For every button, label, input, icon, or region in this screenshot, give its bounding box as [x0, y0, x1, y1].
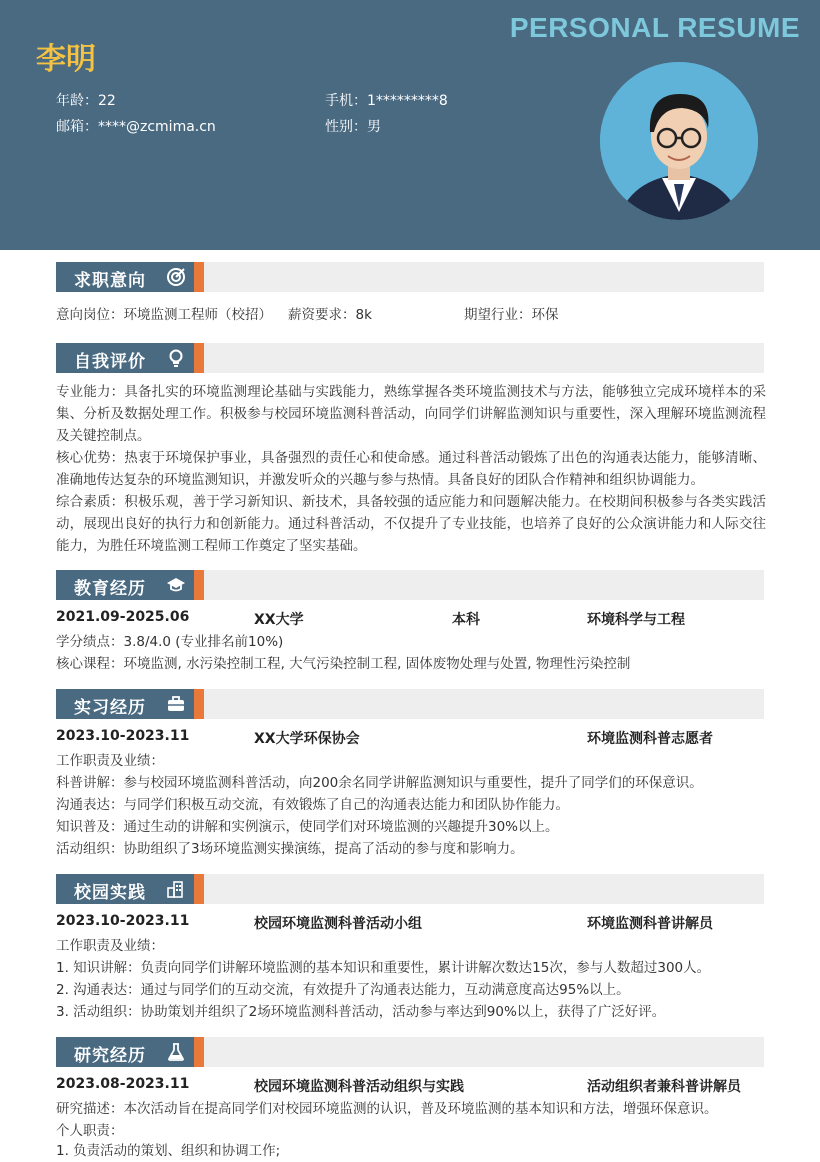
- section-title: 求职意向: [74, 271, 146, 291]
- phone: 手机：1*********8: [325, 93, 448, 109]
- research-role: 活动组织者兼科普讲解员: [587, 1079, 741, 1095]
- edu-courses: 核心课程：环境监测, 水污染控制工程, 大气污染控制工程, 固体废物处理与处置, 物理性污染控制: [56, 656, 631, 672]
- section-header-research: [56, 1037, 764, 1067]
- research-period: 2023.08-2023.11: [56, 1076, 190, 1092]
- candidate-name: 李明: [36, 42, 96, 77]
- briefcase-icon: [166, 694, 186, 714]
- email: 邮箱：****@zcmima.cn: [56, 119, 216, 135]
- self-eval-strengths: 核心优势：热衷于环境保护事业，具备强烈的责任心和使命感。通过科普活动锻炼了出色的沟通表达能力，能够清晰、准确地传达复杂的环境监测知识，并激发听众的兴趣与参与热情。具备良好的团队合作精神和组织协调能力。: [56, 450, 766, 488]
- list-item: 1. 负责活动的策划、组织和协调工作;: [56, 1143, 281, 1159]
- section-header-education: [56, 570, 764, 600]
- list-item: 研究描述：本次活动旨在提高同学们对校园环境监测的认识，普及环境监测的基本知识和方法，增强环保意识。: [56, 1101, 718, 1117]
- list-item: 2. 沟通表达：通过与同学们的互动交流，有效提升了沟通表达能力，互动满意度高达95%以上。: [56, 982, 630, 998]
- header-banner: [0, 0, 820, 250]
- edu-major: 环境科学与工程: [587, 612, 685, 628]
- campus-period: 2023.10-2023.11: [56, 913, 190, 929]
- intent-position: 意向岗位：环境监测工程师（校招）: [56, 307, 272, 323]
- person-portrait-icon: [600, 62, 758, 220]
- section-title: 教育经历: [74, 579, 146, 599]
- self-eval-qualities: 综合素质：积极乐观，善于学习新知识、新技术，具备较强的适应能力和问题解决能力。在校期间积极参与各类实践活动，展现出良好的执行力和创新能力。通过科普活动，不仅提升了专业技能，也培养了良好的公众演讲能力和人际交往能力，为胜任环境监测工程师工作奠定了坚实基础。: [56, 494, 766, 554]
- age: 年龄：22: [56, 93, 116, 109]
- list-item: 科普讲解：参与校园环境监测科普活动，向200余名同学讲解监测知识与重要性，提升了同学们的环保意识。: [56, 775, 703, 791]
- list-item: 1. 知识讲解：负责向同学们讲解环境监测的基本知识和重要性，累计讲解次数达15次，参与人数超过300人。: [56, 960, 711, 976]
- list-item: 知识普及：通过生动的讲解和实例演示，使同学们对环境监测的兴趣提升30%以上。: [56, 819, 559, 835]
- section-title: 实习经历: [74, 698, 146, 718]
- list-item: 工作职责及业绩：: [56, 753, 164, 769]
- section-accent: [194, 570, 204, 600]
- section-header-self-eval: [56, 343, 764, 373]
- section-accent: [194, 874, 204, 904]
- intent-salary: 薪资要求：8k: [288, 307, 372, 323]
- list-item: 个人职责：: [56, 1123, 124, 1139]
- section-header-campus: [56, 874, 764, 904]
- section-header-intent: [56, 262, 764, 292]
- bulb-icon: [166, 348, 186, 368]
- resume-tag: PERSONAL RESUME: [509, 12, 800, 43]
- list-item: 沟通表达：与同学们积极互动交流，有效锻炼了自己的沟通表达能力和团队协作能力。: [56, 797, 569, 813]
- section-accent: [194, 1037, 204, 1067]
- building-icon: [166, 879, 186, 899]
- intent-industry: 期望行业：环保: [464, 307, 559, 323]
- list-item: 3. 活动组织：协助策划并组织了2场环境监测科普活动，活动参与率达到90%以上，获得了广泛好评。: [56, 1004, 666, 1020]
- list-item: 工作职责及业绩：: [56, 938, 164, 954]
- intern-role: 环境监测科普志愿者: [587, 731, 713, 747]
- edu-school: XX大学: [254, 612, 304, 628]
- edu-gpa: 学分绩点：3.8/4.0 (专业排名前10%): [56, 634, 284, 650]
- gender: 性别：男: [325, 119, 381, 135]
- section-accent: [194, 689, 204, 719]
- intern-org: XX大学环保协会: [254, 731, 360, 747]
- section-accent: [194, 262, 204, 292]
- edu-period: 2021.09-2025.06: [56, 609, 190, 625]
- avatar-photo: [600, 62, 758, 220]
- intern-period: 2023.10-2023.11: [56, 728, 190, 744]
- target-icon: [166, 267, 186, 287]
- self-eval-professional: 专业能力：具备扎实的环境监测理论基础与实践能力，熟练掌握各类环境监测技术与方法，能够独立完成环境样本的采集、分析及数据处理工作。积极参与校园环境监测科普活动，向同学们讲解监测知识与重要性，深入理解环境监测流程及关键控制点。: [56, 384, 766, 444]
- section-header-internship: [56, 689, 764, 719]
- research-org: 校园环境监测科普活动组织与实践: [254, 1079, 464, 1095]
- graduation-cap-icon: [166, 575, 186, 595]
- section-title: 校园实践: [74, 883, 146, 903]
- flask-icon: [166, 1042, 186, 1062]
- campus-org: 校园环境监测科普活动小组: [254, 916, 422, 932]
- edu-degree: 本科: [452, 612, 480, 628]
- campus-role: 环境监测科普讲解员: [587, 916, 713, 932]
- list-item: 活动组织：协助组织了3场环境监测实操演练，提高了活动的参与度和影响力。: [56, 841, 524, 857]
- section-title: 研究经历: [74, 1046, 146, 1066]
- section-title: 自我评价: [74, 352, 146, 372]
- section-accent: [194, 343, 204, 373]
